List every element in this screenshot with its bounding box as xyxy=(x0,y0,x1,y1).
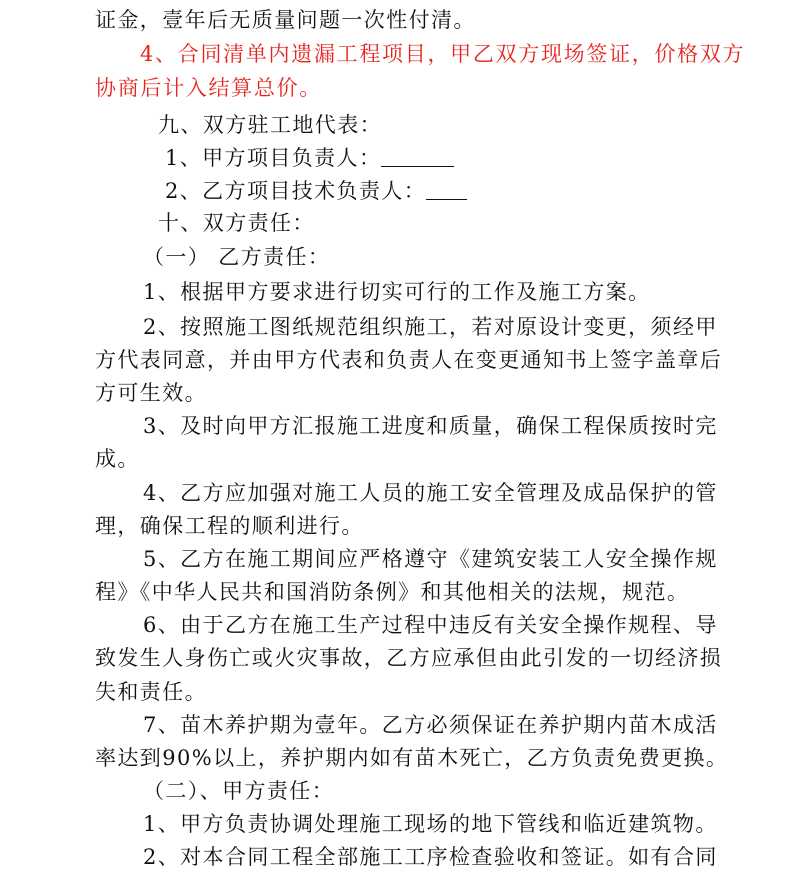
signature-blank xyxy=(381,146,454,167)
paragraph-line: 4、乙方应加强对施工人员的施工安全管理及成品保护的管 xyxy=(143,481,718,505)
signature-blank xyxy=(426,179,467,200)
paragraph-line: 致发生人身伤亡或火灾事故，乙方应承但由此引发的一切经济损 xyxy=(95,646,723,670)
paragraph-line: 6、由于乙方在施工生产过程中违反有关安全操作规程、导 xyxy=(143,613,718,637)
field-label: 2、乙方项目技术负责人： xyxy=(165,179,775,203)
paragraph-line: 成。 xyxy=(95,447,140,471)
paragraph-line: 程》《中华人民共和国消防条例》和其他相关的法规，规范。 xyxy=(95,580,690,604)
paragraph-line: 5、乙方在施工期间应严格遵守《建筑安装工人安全操作规 xyxy=(143,547,718,571)
paragraph-line: 理，确保工程的顺利进行。 xyxy=(95,514,364,538)
subsection-heading: （二）、甲方责任： xyxy=(143,779,335,803)
paragraph-line: 失和责任。 xyxy=(95,680,207,704)
paragraph-line: 7、苗木养护期为壹年。乙方必须保证在养护期内苗木成活 xyxy=(143,713,718,737)
paragraph-line: 3、及时向甲方汇报施工进度和质量，确保工程保质按时完 xyxy=(143,414,718,438)
section-heading: 九、双方驻工地代表： xyxy=(158,113,382,137)
paragraph-line-highlighted: 协商后计入结算总价。 xyxy=(95,76,322,100)
paragraph-line-highlighted: 4、合同清单内遗漏工程项目，甲乙双方现场签证，价格双方 xyxy=(140,42,746,66)
field-label: 1、甲方项目负责人： xyxy=(165,146,775,170)
paragraph-line: 证金，壹年后无质量问题一次性付清。 xyxy=(95,8,476,32)
paragraph-line: 方代表同意，并由甲方代表和负责人在变更通知书上签字盖章后 xyxy=(95,348,723,372)
section-heading: 十、双方责任： xyxy=(158,211,315,235)
paragraph-line: 1、甲方负责协调处理施工现场的地下管线和临近建筑物。 xyxy=(143,812,718,836)
paragraph-line: 2、按照施工图纸规范组织施工，若对原设计变更，须经甲 xyxy=(143,315,718,339)
paragraph-line: 1、根据甲方要求进行切实可行的工作及施工方案。 xyxy=(143,280,651,304)
paragraph-line: 2、对本合同工程全部施工工序检查验收和签证。如有合同 xyxy=(143,845,718,869)
paragraph-line: 方可生效。 xyxy=(95,381,207,405)
paragraph-line: 率达到90%以上，养护期内如有苗木死亡，乙方负责免费更换。 xyxy=(95,746,729,770)
subsection-heading: （一） 乙方责任： xyxy=(143,245,331,269)
